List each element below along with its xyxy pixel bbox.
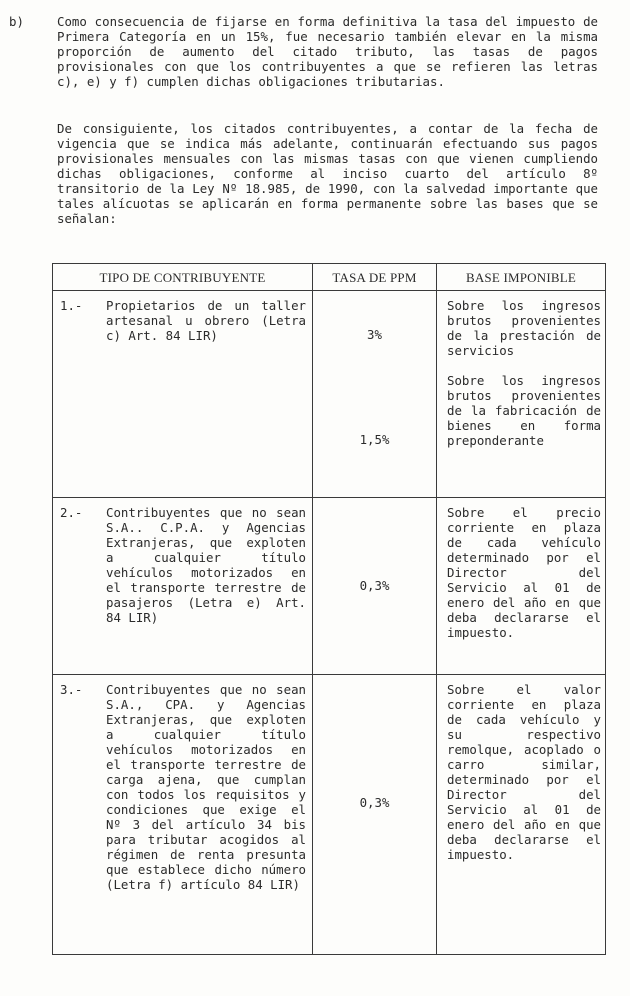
rate-cell (313, 291, 437, 498)
base-cell (437, 498, 606, 675)
header-ppm-rate: TASA DE PPM (313, 264, 437, 291)
row-number: 1.- (60, 298, 83, 313)
ppm-rate: 1,5% (359, 432, 390, 447)
paragraph-1: Como consecuencia de fijarse en forma definitiva la tasa del impuesto de Primera Categoría en un 15%, fue necesario también elevar en la misma proporción de aumento del citado tributo, las tasas de pagos provisionales con que los contribuyentes a que se refieren las letras c), e) y f) cumplen dichas obligaciones tributarias. (57, 14, 598, 89)
ppm-rate: 0,3% (359, 578, 390, 593)
table-row (53, 498, 606, 675)
contributor-cell (53, 498, 313, 675)
header-tax-base: BASE IMPONIBLE (437, 264, 606, 291)
tax-base: Sobre el valor corriente en plaza de cada vehículo y su respectivo remolque, acoplado o carro similar, determinado por el Director del Servicio al 01 de enero del año en que deba declararse el impuesto. (447, 682, 601, 862)
paragraph-2: De consiguiente, los citados contribuyentes, a contar de la fecha de vigencia que se indica más adelante, continuarán efectuando sus pagos provisionales mensuales con las mismas tasas con que vienen cumpliendo dichas obligaciones, conforme al inciso cuarto del artículo 8º transitorio de la Ley Nº 18.985, de 1990, con la salvedad importante que tales alícuotas se aplicarán en forma permanente sobre las bases que se señalan: (57, 121, 598, 226)
ppm-rate: 3% (367, 327, 382, 342)
row-number: 2.- (60, 505, 83, 520)
contributor-cell (53, 291, 313, 498)
section-marker: b) (9, 14, 24, 29)
header-contributor-type: TIPO DE CONTRIBUYENTE (53, 264, 313, 291)
row-number: 3.- (60, 682, 83, 697)
tax-base: Sobre los ingresos brutos provenientes de la fabricación de bienes en forma preponderante (447, 373, 601, 448)
base-cell (437, 291, 606, 498)
rate-cell (313, 675, 437, 955)
contributor-type: Contribuyentes que no sean S.A.. C.P.A. y Agencias Extranjeras, que exploten a cualquier título vehículos motorizados en el transporte terrestre de pasajeros (Letra e) Art. 84 LIR) (106, 505, 306, 625)
ppm-rates-table (52, 263, 606, 955)
contributor-type: Contribuyentes que no sean S.A., CPA. y Agencias Extranjeras, que exploten a cualquier título vehículos motorizados en el transporte terrestre de carga ajena, que cumplan con todos los requisitos y condiciones que exige el Nº 3 del artículo 34 bis para tributar acogidos al régimen de renta presunta que establece dicho número (Letra f) artículo 84 LIR) (106, 682, 306, 892)
tax-base: Sobre los ingresos brutos provenientes de la prestación de servicios (447, 298, 601, 358)
contributor-cell (53, 675, 313, 955)
table-row (53, 291, 606, 498)
table-header-row (53, 264, 606, 291)
contributor-type: Propietarios de un taller artesanal u obrero (Letra c) Art. 84 LIR) (106, 298, 306, 343)
ppm-rate: 0,3% (359, 795, 390, 810)
rate-cell (313, 498, 437, 675)
table-row (53, 675, 606, 955)
tax-base: Sobre el precio corriente en plaza de cada vehículo determinado por el Director del Servicio al 01 de enero del año en que deba declararse el impuesto. (447, 505, 601, 640)
base-cell (437, 675, 606, 955)
